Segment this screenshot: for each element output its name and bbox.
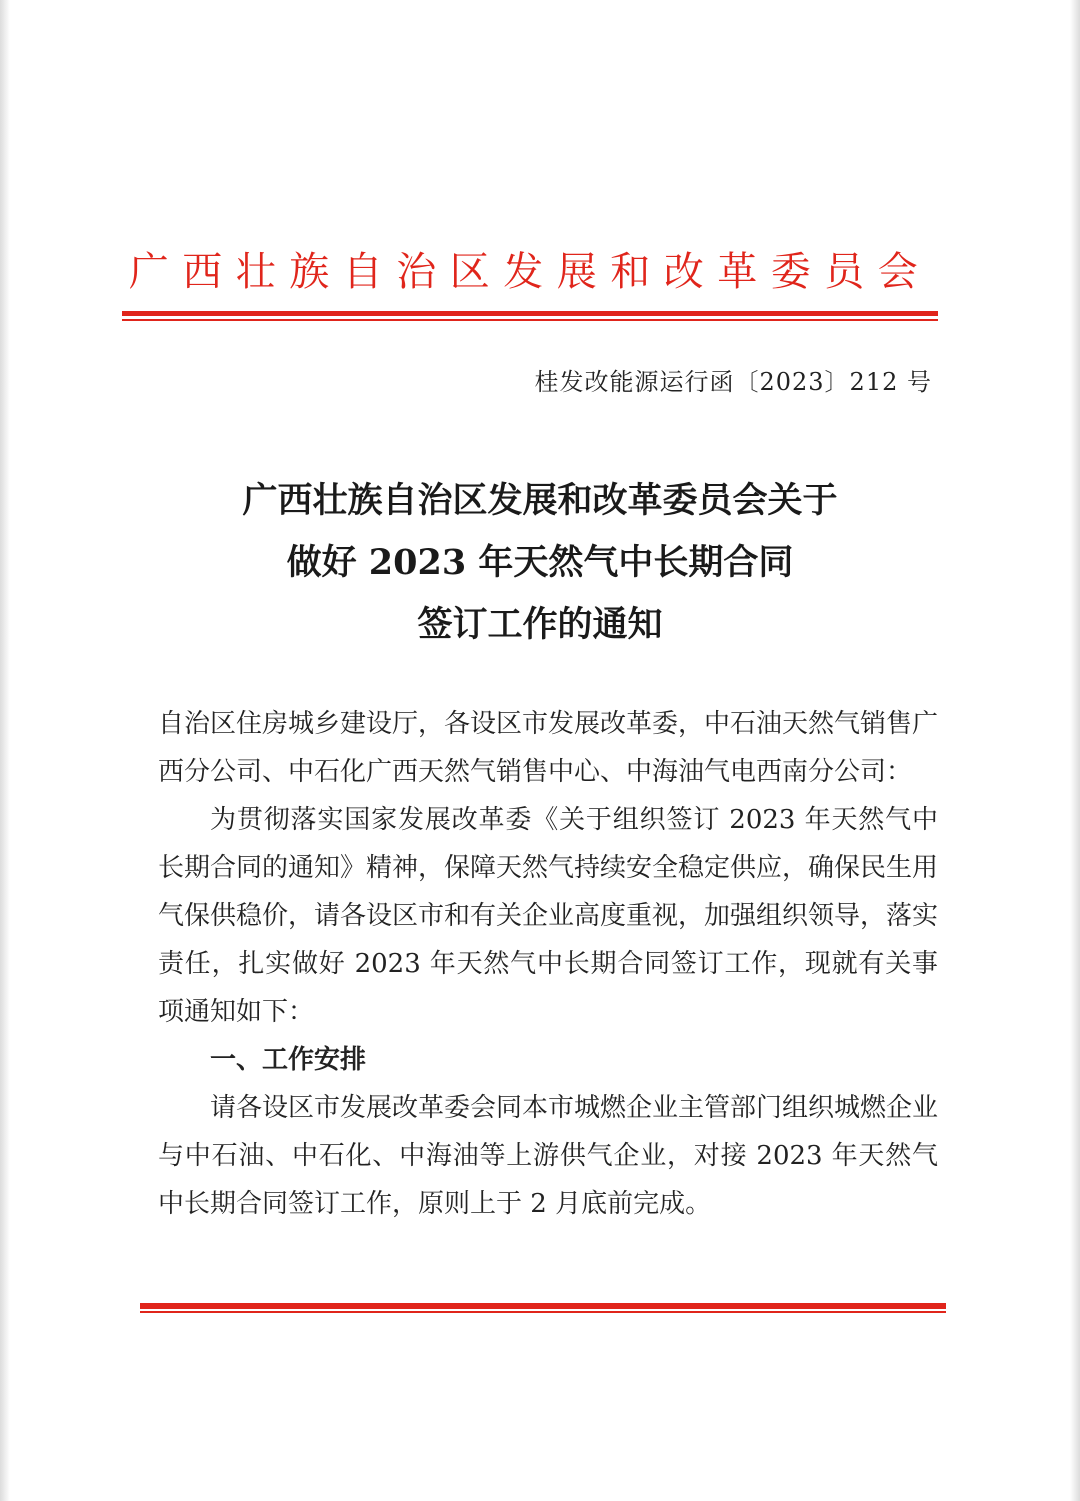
document-number: 桂发改能源运行函〔2023〕212 号 [534, 368, 932, 396]
document-title [130, 470, 950, 656]
title-line-2: 做好 2023 年天然气中长期合同 [286, 542, 794, 583]
page-edge-shadow-left [0, 0, 10, 1501]
recipients: 自治区住房城乡建设厅，各设区市发展改革委，中石油天然气销售广西分公司、中石化广西天然气销售中心、中海油气电西南分公司： [158, 709, 939, 787]
footer-rule-thin [140, 1311, 946, 1313]
title-line-3: 签订工作的通知 [417, 604, 663, 645]
masthead-rule-thick [122, 311, 938, 316]
document-body [158, 700, 938, 1228]
title-line-1: 广西壮族自治区发展和改革委员会关于 [242, 480, 838, 521]
masthead: 广西壮族自治区发展和改革委员会 [128, 249, 932, 295]
page-edge-shadow-right [1070, 0, 1080, 1501]
masthead-rule-thin [122, 319, 938, 321]
paragraph-1: 为贯彻落实国家发展改革委《关于组织签订 2023 年天然气中长期合同的通知》精神，保障天然气持续安全稳定供应，确保民生用气保供稳价，请各设区市和有关企业高度重视，加强组织领导，落实责任，扎实做好 2023 年天然气中长期合同签订工作，现就有关事项通知如下： [158, 805, 939, 1027]
section-heading-1: 一、工作安排 [210, 1045, 367, 1075]
paragraph-2: 请各设区市发展改革委会同本市城燃企业主管部门组织城燃企业与中石油、中石化、中海油等上游供气企业，对接 2023 年天然气中长期合同签订工作，原则上于 2 月底前完成。 [158, 1093, 939, 1219]
footer-rule-thick [140, 1303, 946, 1309]
